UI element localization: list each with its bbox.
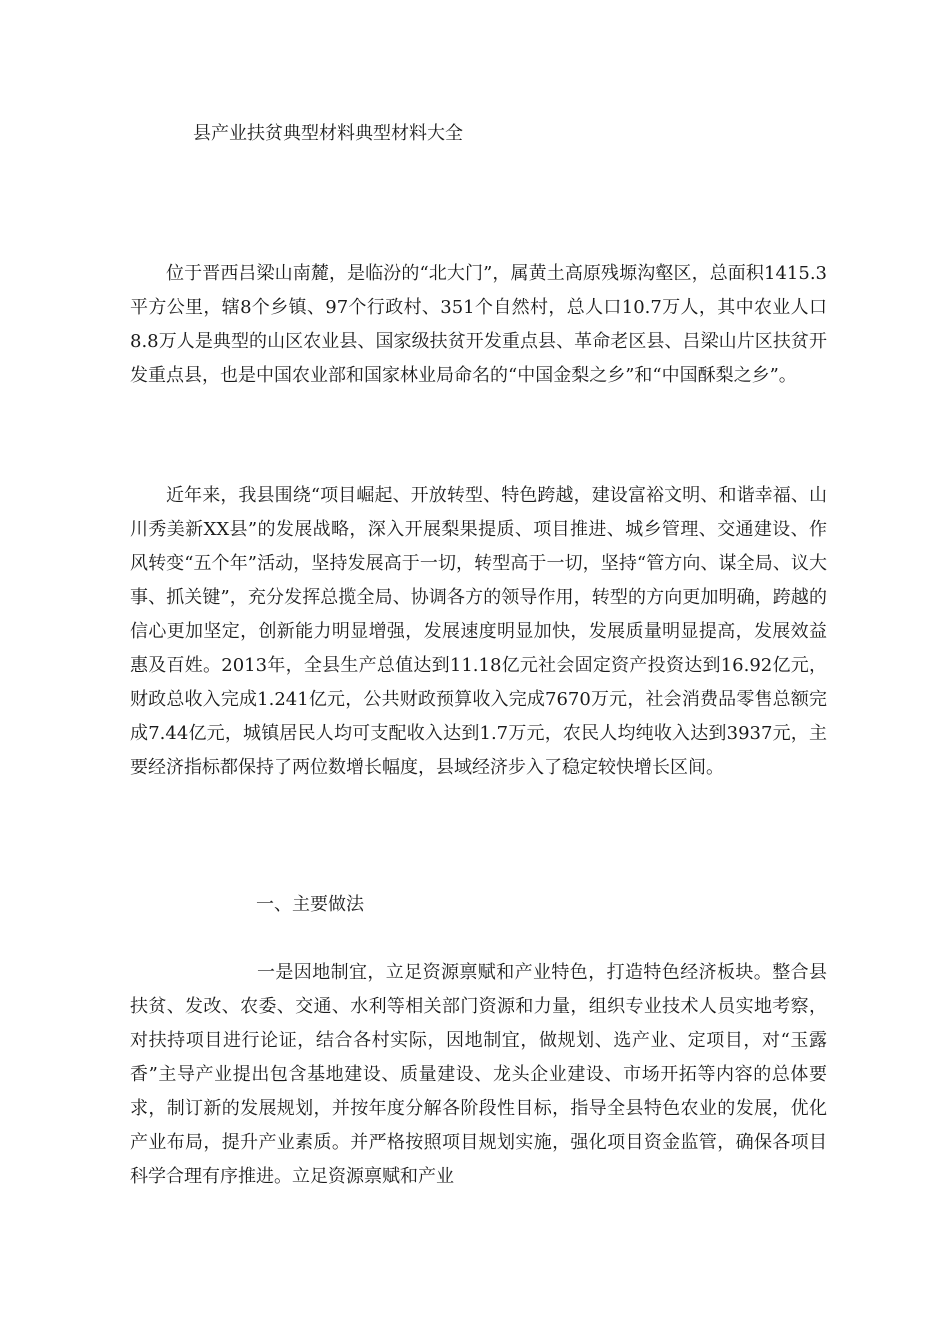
body-paragraph-development: 近年来，我县围绕“项目崛起、开放转型、特色跨越，建设富裕文明、和谐幸福、山川秀美新XX县”的发展战略，深入开展梨果提质、项目推进、城乡管理、交通建设、作风转变“五个年”活动，坚持发展高于一切，转型高于一切，坚持“管方向、谋全局、议大事、抓关键”，充分发挥总揽全局、协调各方的领导作用，转型的方向更加明确，跨越的信心更加坚定，创新能力明显增强，发展速度明显加快，发展质量明显提高，发展效益惠及百姓。2013年，全县生产总值达到11.18亿元社会固定资产投资达到16.92亿元，财政总收入完成1.241亿元，公共财政预算收入完成7670万元，社会消费品零售总额完成7.44亿元，城镇居民人均可支配收入达到1.7万元，农民人均纯收入达到3937元，主要经济指标都保持了两位数增长幅度，县域经济步入了稳定较快增长区间。	[130, 485, 827, 778]
section-heading: 一、主要做法	[256, 894, 364, 915]
body-paragraph-overview: 位于晋西吕梁山南麓，是临汾的“北大门”，属黄土高原残塬沟壑区，总面积1415.3平方公里，辖8个乡镇、97个行政村、351个自然村，总人口10.7万人，其中农业人口8.8万人是典型的山区农业县、国家级扶贫开发重点县、革命老区县、吕梁山片区扶贫开发重点县，也是中国农业部和国家林业局命名的“中国金梨之乡”和“中国酥梨之乡”。	[130, 263, 827, 386]
document-title: 县产业扶贫典型材料典型材料大全	[193, 123, 463, 144]
body-paragraph-practice: 一是因地制宜，立足资源禀赋和产业特色，打造特色经济板块。整合县扶贫、发改、农委、交通、水利等相关部门资源和力量，组织专业技术人员实地考察，对扶持项目进行论证，结合各村实际，因地制宜，做规划、选产业、定项目，对“玉露香”主导产业提出包含基地建设、质量建设、龙头企业建设、市场开拓等内容的总体要求，制订新的发展规划，并按年度分解各阶段性目标，指导全县特色农业的发展，优化产业布局，提升产业素质。并严格按照项目规划实施，强化项目资金监管，确保各项目科学合理有序推进。立足资源禀赋和产业	[130, 962, 827, 1187]
